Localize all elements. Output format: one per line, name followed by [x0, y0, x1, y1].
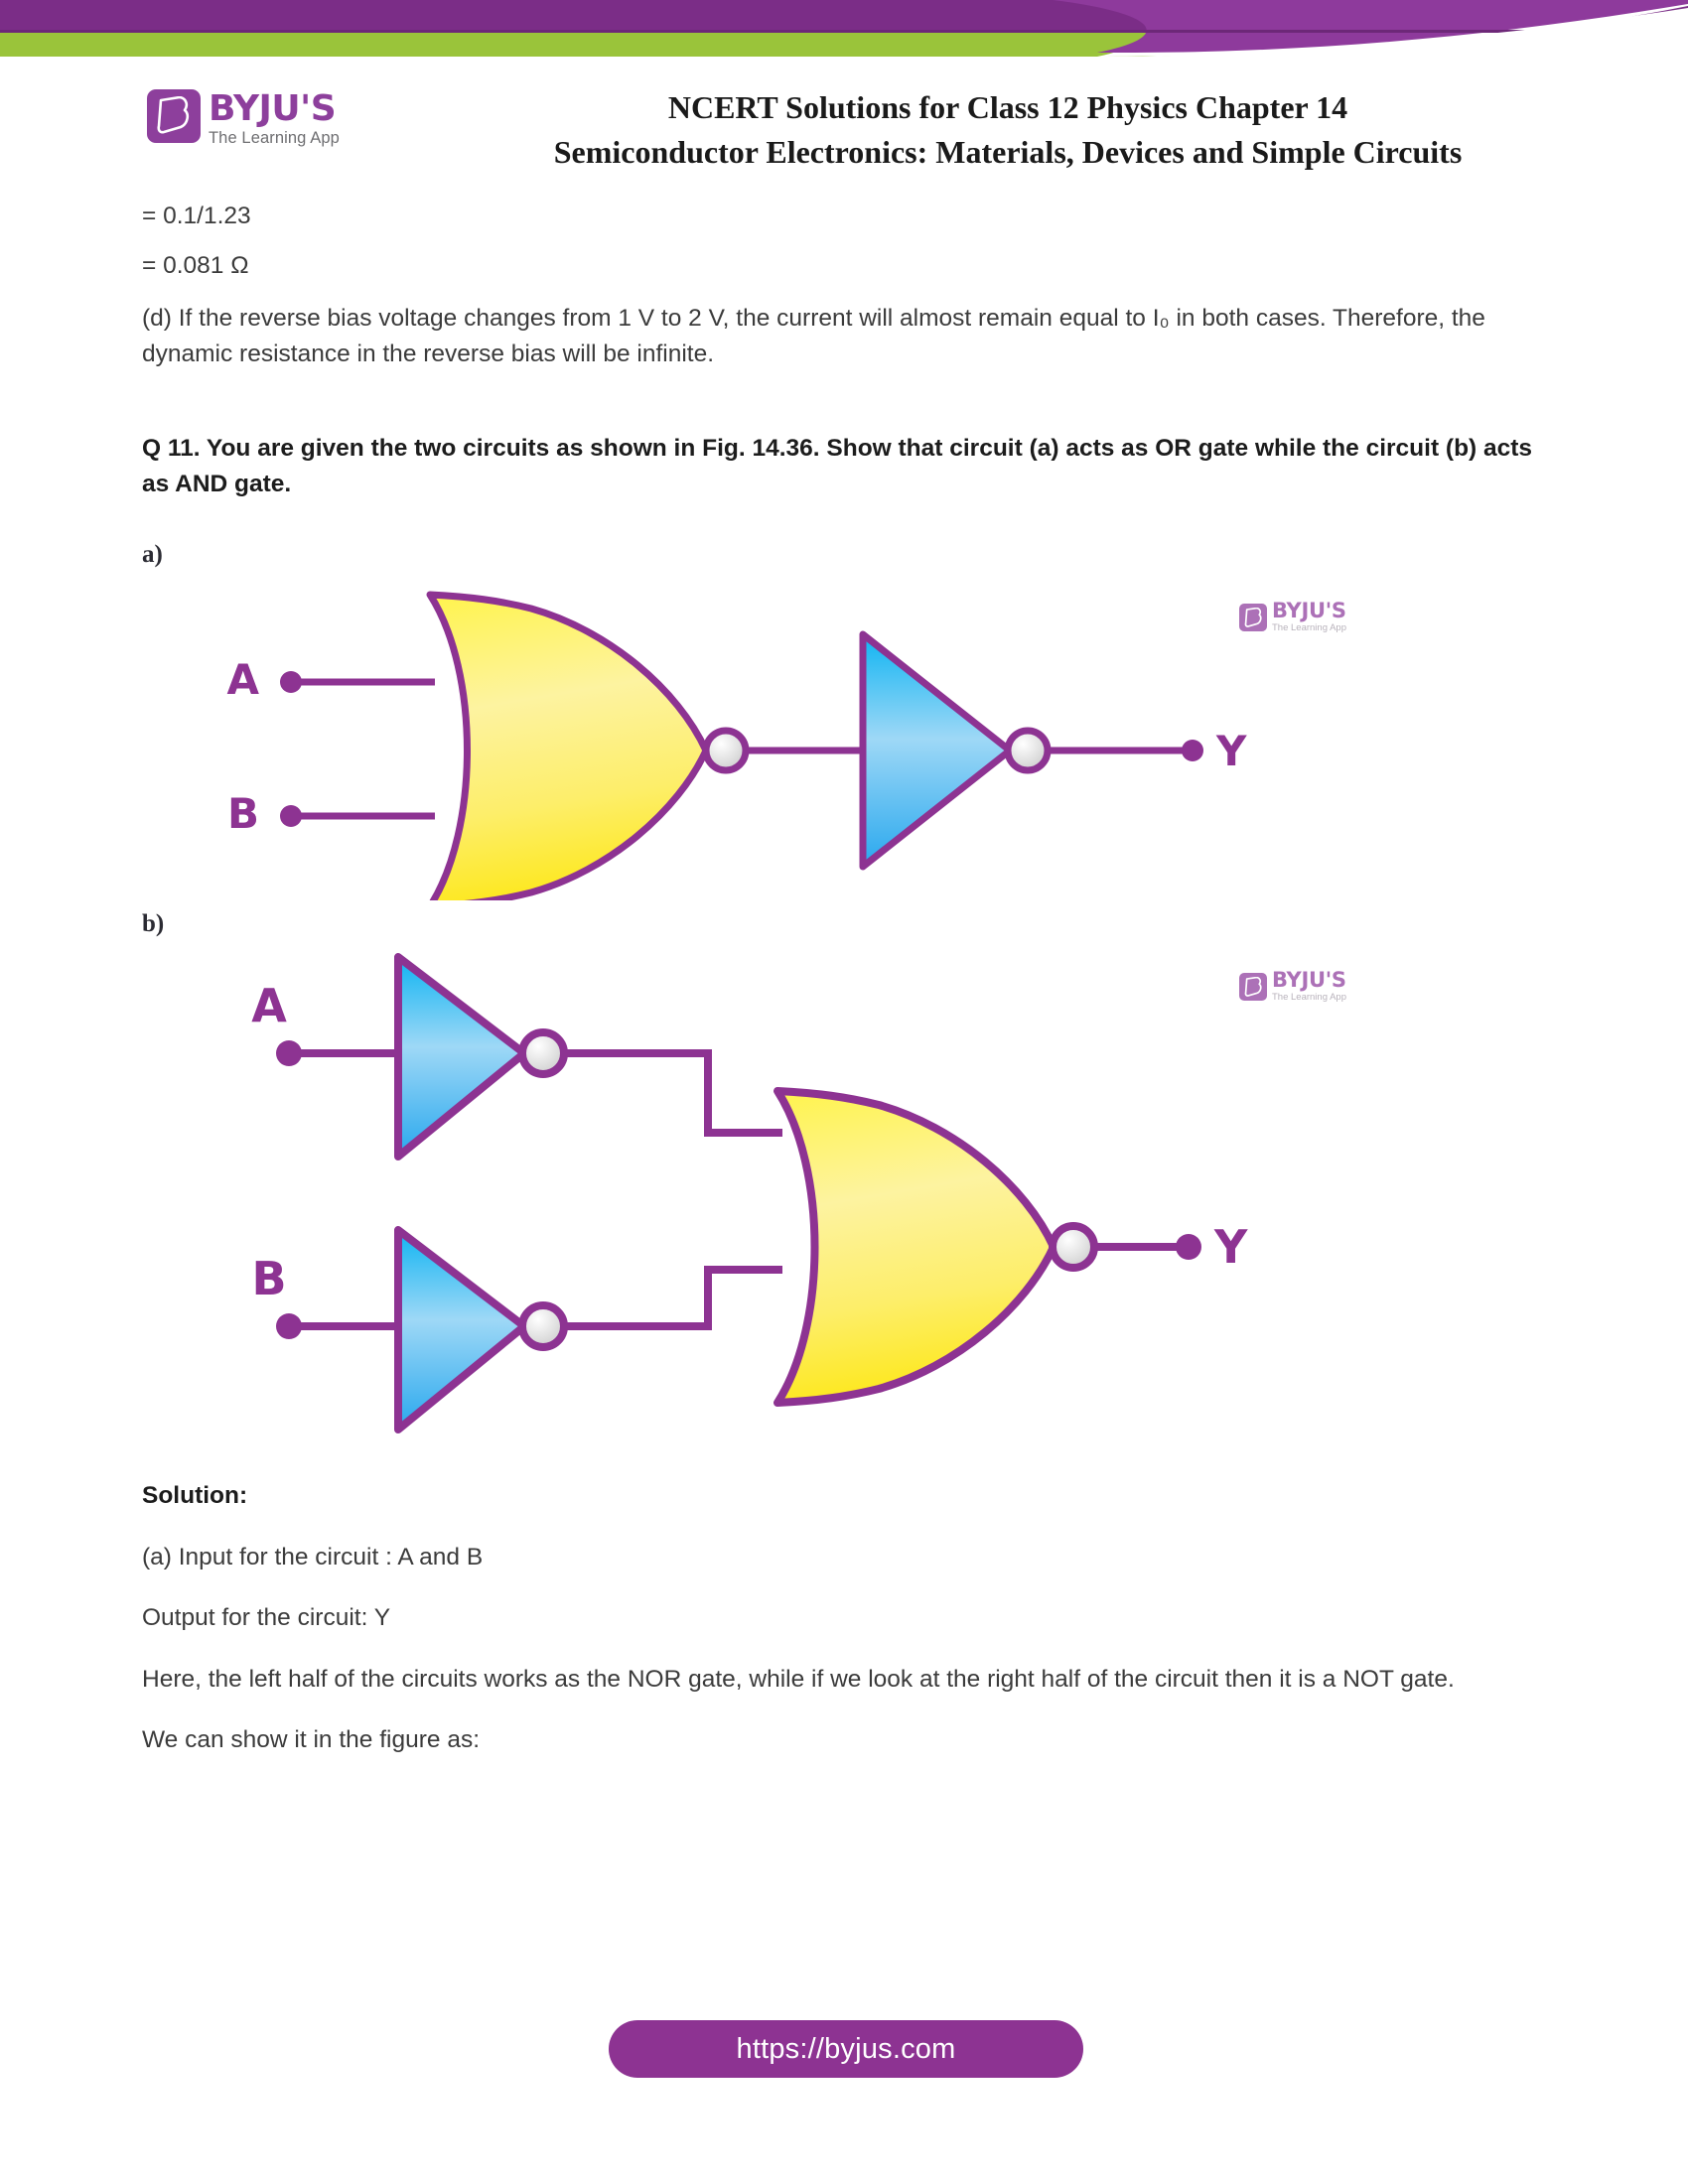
- solution-line-2: Output for the circuit: Y: [142, 1604, 391, 1632]
- output-y-label: Y: [1216, 727, 1247, 776]
- not-gate-body: [863, 634, 1010, 867]
- main-content: [142, 199, 1552, 1784]
- circuit-b-diagram: [142, 942, 1552, 1458]
- watermark-tagline: The Learning App: [1272, 622, 1347, 634]
- byjus-b-icon: [1239, 973, 1267, 1001]
- input-b-label: B: [251, 1252, 287, 1306]
- document-header: [0, 77, 1688, 187]
- title-line-1: NCERT Solutions for Class 12 Physics Chapter 14: [667, 89, 1348, 125]
- byjus-b-icon: [147, 89, 201, 143]
- figure-a-label: a): [142, 541, 163, 569]
- input-a-terminal: [280, 671, 302, 693]
- input-a-label: A: [226, 655, 259, 705]
- figure-a-watermark: [1239, 601, 1346, 633]
- top-banner: [0, 0, 1688, 69]
- logo-name: BYJU'S: [209, 88, 337, 129]
- input-b-terminal: [280, 805, 302, 827]
- solution-heading: Solution:: [142, 1482, 248, 1510]
- not-gate-a-bubble: [522, 1032, 564, 1074]
- nor-gate-body: [777, 1091, 1054, 1403]
- footer-url-text: https://byjus.com: [736, 2032, 956, 2065]
- solution-line-4: We can show it in the figure as:: [142, 1726, 480, 1754]
- logo-tagline: The Learning App: [209, 128, 340, 147]
- output-terminal: [1182, 740, 1203, 761]
- nor-gate-bubble: [706, 731, 746, 770]
- nor-gate-bubble: [1053, 1226, 1094, 1268]
- not-gate-b-body: [398, 1230, 524, 1430]
- byjus-logo: [147, 89, 340, 148]
- wire-not-a-to-nor: [563, 1053, 782, 1133]
- wire-not-b-to-nor: [563, 1270, 782, 1326]
- not-gate-a-body: [398, 957, 524, 1157]
- solution-line-1: (a) Input for the circuit : A and B: [142, 1543, 484, 1570]
- page-title: [397, 85, 1618, 176]
- input-wires: [289, 682, 435, 816]
- calc-line-2: = 0.081 Ω: [142, 251, 249, 279]
- output-terminal: [1176, 1234, 1201, 1260]
- watermark-tagline: The Learning App: [1272, 992, 1347, 1004]
- input-a-label: A: [251, 979, 287, 1033]
- figure-a: [142, 573, 1552, 900]
- figure-b-label: b): [142, 910, 165, 938]
- watermark-name: BYJU'S: [1272, 968, 1346, 993]
- solution-line-3: Here, the left half of the circuits works as the NOR gate, while if we look at the right half of the circuit then it is a NOT gate.: [142, 1665, 1455, 1693]
- byjus-b-icon: [1239, 604, 1267, 631]
- figure-b: [142, 942, 1552, 1458]
- footer-url-button[interactable]: [609, 2020, 1083, 2078]
- input-b-label: B: [226, 789, 259, 839]
- output-y-label: Y: [1214, 1220, 1248, 1275]
- figure-b-watermark: [1239, 970, 1346, 1003]
- title-line-2: Semiconductor Electronics: Materials, Devices and Simple Circuits: [553, 134, 1463, 171]
- not-gate-b-bubble: [522, 1305, 564, 1347]
- question-11: Q 11. You are given the two circuits as shown in Fig. 14.36. Show that circuit (a) acts as OR gate while the circuit (b) acts as AND gate.: [142, 435, 1533, 497]
- part-d-paragraph: (d) If the reverse bias voltage changes from 1 V to 2 V, the current will almost remain equal to I₀ in both cases. Therefore, the dynamic resistance in the reverse bias will be infinite.: [142, 305, 1485, 367]
- nor-gate-body: [430, 595, 706, 900]
- calc-line-1: = 0.1/1.23: [142, 203, 251, 229]
- watermark-name: BYJU'S: [1272, 599, 1346, 623]
- not-gate-bubble: [1008, 731, 1048, 770]
